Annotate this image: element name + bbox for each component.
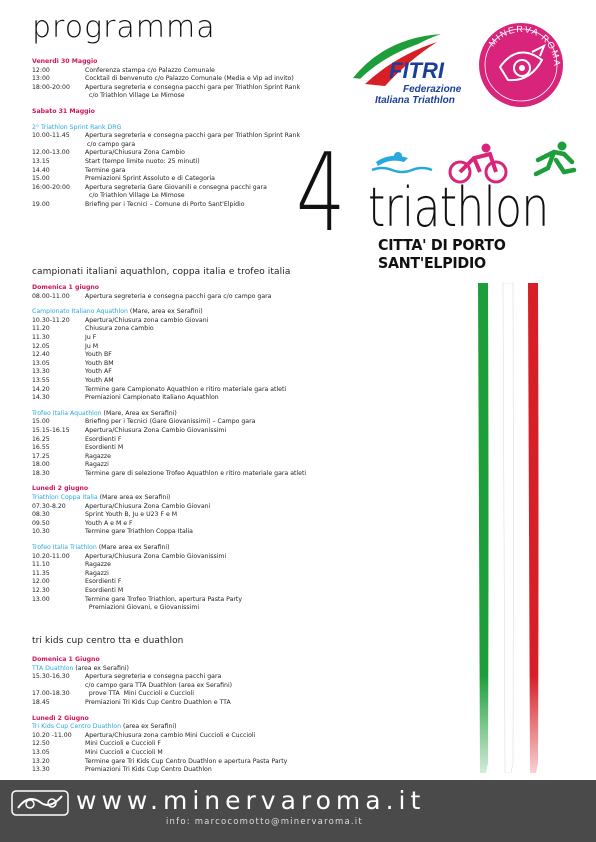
schedule-description: Apertura segreteria e consegna pacchi gara per Triathlon Sprint Rank	[85, 83, 301, 91]
website-url[interactable]: www.minervaroma.it	[76, 786, 426, 815]
schedule-time: 17.00-18.30	[32, 690, 70, 698]
heading-kids-cup: tri kids cup centro tta e duathlon	[32, 636, 184, 646]
schedule-description: Apertura/Chiusura zona cambio Giovani	[85, 316, 209, 324]
saturday-subtitle: 2° Triathlon Sprint Rank DRG	[32, 123, 122, 131]
schedule-row	[32, 570, 306, 579]
minerva-stamp-icon	[10, 788, 80, 818]
schedule-time: 10.20-11.00	[32, 552, 70, 560]
schedule-time: 18:00-20:00	[32, 83, 70, 91]
schedule-description: c/o campo gara	[85, 140, 136, 148]
italian-flag-stripes	[476, 283, 540, 773]
schedule-row	[32, 317, 306, 326]
heading-campionati: campionati italiani aquathlon, coppa italia e trofeo italia	[32, 267, 291, 277]
schedule-row	[32, 561, 306, 570]
schedule-description: Briefing per i Tecnici – Comune di Porto Sant'Elpidio	[85, 200, 245, 208]
schedule-time: 15.30-16.30	[32, 673, 70, 681]
schedule-description: Apertura/Chiusura Zona Cambio Giovanissimi	[85, 552, 227, 560]
schedule-description: prove TTA Mini Cuccioli e Cuccioli	[85, 690, 195, 698]
schedule-description: Esordienti M	[85, 444, 124, 452]
green-stripe	[478, 283, 489, 773]
schedule-row	[32, 682, 287, 691]
schedule-description: Conferenza stampa c/o Palazzo Comunale	[85, 66, 215, 74]
schedule-description: Apertura/Chiusura Zona Cambio Giovani	[85, 502, 211, 510]
schedule-time: 11.20	[32, 325, 50, 333]
schedule-row	[32, 604, 306, 613]
schedule-time	[32, 141, 85, 150]
schedule-description: Apertura segreteria e consegna pacchi gara per Triathlon Sprint Rank	[85, 132, 301, 140]
schedule-row	[32, 84, 300, 93]
schedule-row	[32, 596, 306, 605]
schedule-time: 12.05	[32, 342, 50, 350]
schedule-description: Ju F	[85, 333, 97, 341]
schedule-row	[32, 427, 306, 436]
schedule-description: Ju M	[85, 342, 99, 350]
schedule-row	[32, 520, 306, 529]
event-name: triathlon	[368, 176, 549, 239]
schedule-row	[32, 175, 300, 184]
schedule-row	[32, 690, 287, 699]
kids-sunday-day: Domenica 1 Giugno	[32, 656, 100, 663]
schedule-time: 11.10	[32, 561, 50, 569]
schedule-time: 12.00	[32, 578, 50, 586]
schedule-time: 16:00-20:00	[32, 183, 70, 191]
schedule-time: 10.00-11.45	[32, 132, 70, 140]
schedule-row	[32, 418, 306, 427]
red-stripe	[528, 283, 539, 773]
schedule-time: 13.55	[32, 376, 50, 384]
schedule-time: 10.20 -11.00	[32, 731, 72, 739]
schedule-time: 13.30	[32, 766, 50, 774]
schedule-description: Youth AM	[85, 376, 114, 384]
schedule-time: 12.40	[32, 351, 50, 359]
schedule-time: 13.30	[32, 368, 50, 376]
schedule-row	[32, 394, 306, 403]
schedule-row	[32, 293, 306, 302]
schedule-description: c/o Triathlon Village Le Mimose	[85, 92, 185, 100]
schedule-time: 08.00-11.00	[32, 292, 70, 300]
saturday-day: Sabato 31 Maggio	[32, 107, 95, 115]
event-city: CITTA' DI PORTO SANT'ELPIDIO	[378, 236, 506, 272]
schedule-description: Termine gare di selezione Trofeo Aquathlon e ritiro materiale gara atleti	[85, 469, 307, 477]
fitri-line1: Federazione	[403, 84, 462, 95]
schedule-time: 15.00	[32, 418, 50, 426]
minerva-text: MINERVA ROMA	[486, 23, 563, 68]
fitri-line2: Italiana Triathlon	[375, 95, 455, 106]
schedule-description: Apertura/Chiusura zona cambio Mini Cuccioli e Cuccioli	[85, 731, 256, 739]
friday-section	[32, 58, 300, 210]
schedule-time	[32, 92, 85, 101]
fitri-logo	[345, 28, 470, 113]
schedule-time: 10.30-11.20	[32, 316, 70, 324]
schedule-time: 12.50	[32, 740, 50, 748]
schedule-row	[32, 351, 306, 360]
schedule-row	[32, 167, 300, 176]
schedule-row	[32, 334, 306, 343]
trofeo-aquathlon-title: Trofeo Italia Aquathlon (Mare, Area ex Serafini)	[32, 409, 177, 417]
schedule-description: Mini Cuccioli e Cuccioli M	[85, 748, 163, 756]
schedule-time: 18.30	[32, 469, 50, 477]
schedule-time: 15.15-16.15	[32, 426, 70, 434]
schedule-time: 14.20	[32, 385, 50, 393]
sunday-section	[32, 284, 306, 613]
schedule-row	[32, 453, 306, 462]
schedule-row	[32, 149, 300, 158]
schedule-time: 11.30	[32, 333, 50, 341]
sunday-day: Domenica 1 giugno	[32, 284, 100, 291]
schedule-row	[32, 377, 306, 386]
schedule-row	[32, 184, 300, 193]
runner-icon	[536, 142, 574, 175]
schedule-time: 13.20	[32, 757, 50, 765]
schedule-time: 13.05	[32, 359, 50, 367]
schedule-description: Apertura segreteria e consegna pacchi gara c/o campo gara	[85, 292, 272, 300]
schedule-description: Briefing per i Tecnici (Gare Giovanissimi) – Campo gara	[85, 418, 256, 426]
kids-monday-day: Lunedì 2 Giugno	[32, 714, 89, 722]
schedule-description: Termine gara	[85, 166, 126, 174]
schedule-description: Apertura/Chiusura Zona Cambio	[85, 149, 185, 157]
schedule-row	[32, 511, 306, 520]
schedule-row	[32, 67, 300, 76]
schedule-description: Esordienti F	[85, 578, 122, 586]
schedule-description: Esordienti F	[85, 435, 122, 443]
schedule-description: Youth BF	[85, 351, 112, 359]
schedule-row	[32, 740, 287, 749]
schedule-description: Start (tempo limite nuoto: 25 minuti)	[85, 157, 200, 165]
schedule-row	[32, 343, 306, 352]
schedule-row	[32, 587, 306, 596]
schedule-description: Apertura/Chiusura Zona Cambio Giovanissimi	[85, 426, 227, 434]
schedule-time: 16.25	[32, 435, 50, 443]
schedule-description: Ragazzi	[85, 461, 109, 469]
schedule-time: 18.45	[32, 698, 50, 706]
schedule-row	[32, 201, 300, 210]
schedule-row	[32, 360, 306, 369]
schedule-time: 10.30	[32, 528, 50, 536]
schedule-description: Ragazze	[85, 452, 111, 460]
schedule-description: Youth AF	[85, 368, 112, 376]
schedule-time	[32, 604, 85, 613]
schedule-description: Mini Cuccioli e Cuccioli F	[85, 740, 161, 748]
schedule-time: 09.50	[32, 519, 50, 527]
aquathlon-title: Campionato Italiano Aquathlon (Mare, area ex Serafini)	[32, 308, 203, 316]
schedule-description: Termine gare Trofeo Triathlon, apertura Pasta Party	[85, 595, 242, 603]
schedule-description: Apertura segreteria e consegna pacchi gara	[85, 673, 222, 681]
schedule-description: Cocktail di benvenuto c/o Palazzo Comunale (Media e Vip ad invito)	[85, 75, 294, 83]
schedule-row	[32, 192, 300, 201]
schedule-description: Termine gare Tri Kids Cup Centro Duathlon e apertura Pasta Party	[85, 757, 288, 765]
schedule-description: Esordienti M	[85, 587, 124, 594]
schedule-description: Termine gare Triathlon Coppa Italia	[85, 528, 193, 536]
schedule-description: Youth BM	[85, 359, 114, 367]
schedule-description: Youth A e M e F	[85, 519, 133, 527]
schedule-row	[32, 528, 306, 537]
white-stripe	[503, 283, 514, 773]
fitri-name: FITRI	[389, 58, 444, 83]
schedule-row	[32, 325, 306, 334]
schedule-row	[32, 158, 300, 167]
monday-day: Lunedì 2 giugno	[32, 485, 89, 493]
schedule-row	[32, 732, 287, 741]
schedule-description: Premiazioni Tri Kids Cup Centro Duathlon e TTA	[85, 698, 231, 706]
schedule-description: Premiazioni Giovani, e Giovanissimi	[85, 604, 200, 612]
coppa-title: Triathlon Coppa Italia (Mare area ex Serafini)	[32, 494, 171, 502]
swimmer-icon	[372, 152, 432, 172]
schedule-time: 08.30	[32, 511, 50, 519]
schedule-time: 15.00	[32, 175, 50, 183]
schedule-time: 16.55	[32, 444, 50, 452]
schedule-time: 18.00	[32, 461, 50, 469]
page-title: programma	[32, 10, 216, 45]
schedule-description: Sprint Youth B, Ju e U23 F e M	[85, 511, 178, 519]
schedule-row	[32, 75, 300, 84]
schedule-row	[32, 132, 300, 141]
schedule-time: 19.00	[32, 200, 50, 208]
schedule-row	[32, 470, 306, 479]
schedule-row	[32, 386, 306, 395]
schedule-row	[32, 749, 287, 758]
schedule-description: Premiazioni Campionato Italiano Aquathlon	[85, 394, 219, 402]
kids-sunday-title: TTA Duathlon (area ex Serafini)	[32, 664, 129, 672]
schedule-time: 07.30-8.20	[32, 502, 66, 510]
schedule-description: Premiazioni Sprint Assoluto e di Categoria	[85, 175, 215, 183]
schedule-row	[32, 461, 306, 470]
schedule-row	[32, 766, 287, 775]
schedule-row	[32, 444, 306, 453]
schedule-row	[32, 578, 306, 587]
schedule-description: c/o Triathlon Village Le Mimose	[85, 192, 185, 200]
schedule-time: 13.05	[32, 748, 50, 756]
schedule-description: Premiazioni Tri Kids Cup Centro Duathlon	[85, 766, 212, 774]
kids-monday-title: Tri Kids Cup Centro Duathlon (area ex Serafini)	[32, 723, 177, 731]
schedule-time: 14.30	[32, 394, 50, 402]
schedule-time: 17.25	[32, 452, 50, 460]
minerva-roma-logo	[478, 22, 564, 108]
schedule-row	[32, 553, 306, 562]
contact-email[interactable]: info: marcocomotto@minervaroma.it	[166, 817, 363, 827]
schedule-time	[32, 682, 85, 691]
kids-section	[32, 656, 287, 775]
schedule-time: 12:00	[32, 66, 50, 74]
schedule-description: Chiusura zona cambio	[85, 325, 154, 333]
schedule-row	[32, 141, 300, 150]
edition-number: 4	[296, 131, 346, 256]
schedule-row	[32, 92, 300, 101]
schedule-time: 14.40	[32, 166, 50, 174]
schedule-row	[32, 758, 287, 767]
schedule-description: Ragazzi	[85, 569, 109, 577]
schedule-row	[32, 673, 287, 682]
schedule-description: Apertura segreteria Gare Giovanili e consegna pacchi gara	[85, 183, 267, 191]
schedule-time: 12.30	[32, 587, 50, 594]
schedule-description: Termine gare Campionato Aquathlon e ritiro materiale gara atleti	[85, 385, 287, 393]
schedule-time: 12.00-13.00	[32, 149, 70, 157]
schedule-row	[32, 368, 306, 377]
schedule-row	[32, 436, 306, 445]
schedule-time: 13.15	[32, 157, 50, 165]
friday-day: Venerdì 30 Maggio	[32, 58, 98, 65]
schedule-time: 13:00	[32, 75, 50, 83]
schedule-description: c/o campo gara TTA Duathlon (area ex Serafini)	[85, 681, 233, 689]
schedule-row	[32, 699, 287, 708]
schedule-time: 13.00	[32, 595, 50, 603]
schedule-row	[32, 503, 306, 512]
schedule-time: 11.35	[32, 569, 50, 577]
schedule-description: Ragazze	[85, 561, 111, 569]
schedule-time	[32, 192, 85, 201]
trofeo-triathlon-title: Trofeo Italia Triathlon (Mare area ex Serafini)	[32, 544, 170, 552]
